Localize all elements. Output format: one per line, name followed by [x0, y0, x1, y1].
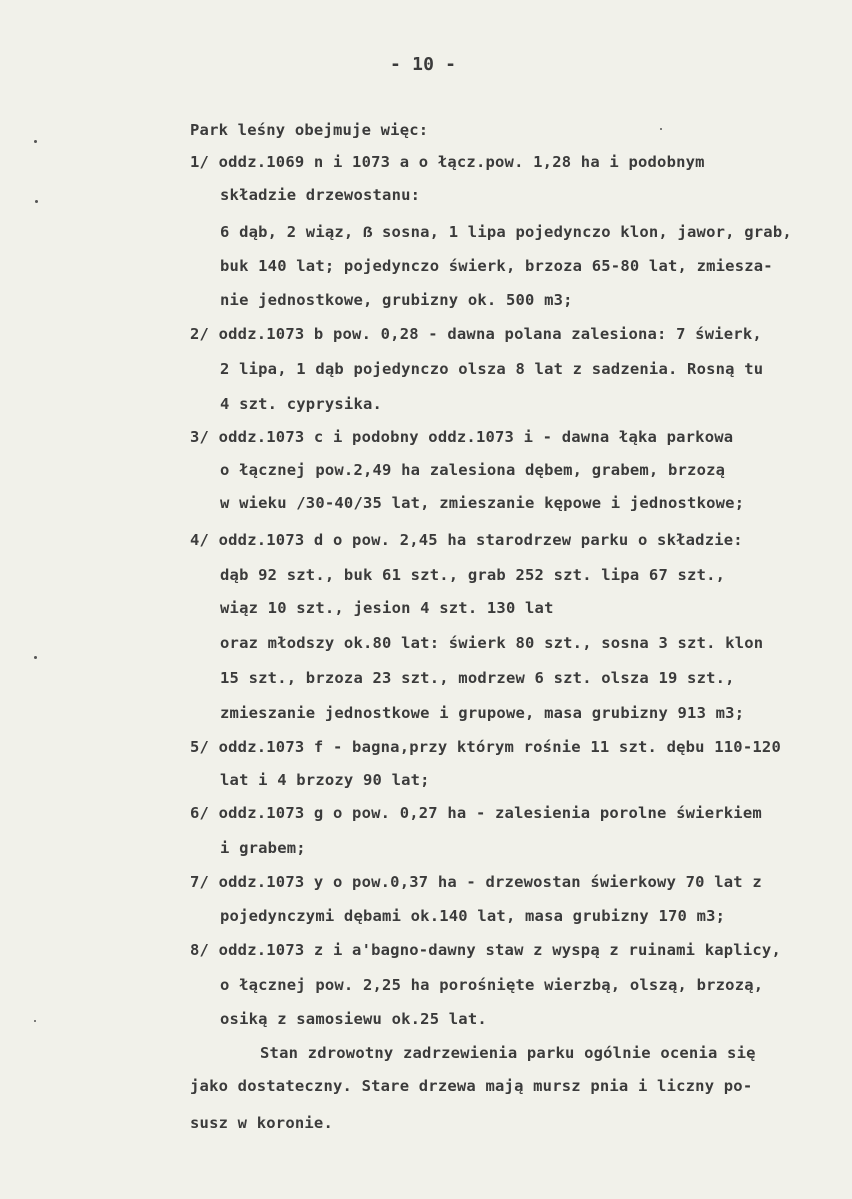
scan-speck: [35, 200, 38, 203]
closing-line-1: Stan zdrowotny zadrzewienia parku ogólnie ocenia się: [260, 1044, 756, 1062]
item-5-line-1: 5/ oddz.1073 f - bagna,przy którym rośnie 11 szt. dębu 110-120: [190, 738, 781, 756]
intro-line: Park leśny obejmuje więc:: [190, 121, 429, 139]
item-4-line-3: wiąz 10 szt., jesion 4 szt. 130 lat: [220, 599, 554, 617]
item-3-line-2: o łącznej pow.2,49 ha zalesiona dębem, grabem, brzozą: [220, 461, 726, 479]
scan-speck: [34, 1020, 36, 1022]
item-4-line-6: zmieszanie jednostkowe i grupowe, masa grubizny 913 m3;: [220, 704, 745, 722]
item-3-line-1: 3/ oddz.1073 c i podobny oddz.1073 i - dawna łąka parkowa: [190, 428, 734, 446]
item-4-line-1: 4/ oddz.1073 d o pow. 2,45 ha starodrzew parku o składzie:: [190, 531, 743, 549]
item-4-line-2: dąb 92 szt., buk 61 szt., grab 252 szt. lipa 67 szt.,: [220, 566, 726, 584]
item-3-line-3: w wieku /30-40/35 lat, zmieszanie kępowe i jednostkowe;: [220, 494, 745, 512]
item-8-line-2: o łącznej pow. 2,25 ha porośnięte wierzbą, olszą, brzozą,: [220, 976, 764, 994]
item-7-line-2: pojedynczymi dębami ok.140 lat, masa grubizny 170 m3;: [220, 907, 726, 925]
item-8-line-1: 8/ oddz.1073 z i a'bagno-dawny staw z wyspą z ruinami kaplicy,: [190, 941, 781, 959]
scan-speck: [34, 140, 37, 143]
item-1-line-5: nie jednostkowe, grubizny ok. 500 m3;: [220, 291, 573, 309]
item-6-line-1: 6/ oddz.1073 g o pow. 0,27 ha - zalesienia porolne świerkiem: [190, 804, 762, 822]
scan-speck: [34, 656, 37, 659]
item-1-line-4: buk 140 lat; pojedynczo świerk, brzoza 65-80 lat, zmiesza-: [220, 257, 773, 275]
item-2-line-3: 4 szt. cyprysika.: [220, 395, 383, 413]
item-1-line-1: 1/ oddz.1069 n i 1073 a o łącz.pow. 1,28 ha i podobnym: [190, 153, 705, 171]
item-7-line-1: 7/ oddz.1073 y o pow.0,37 ha - drzewostan świerkowy 70 lat z: [190, 873, 762, 891]
item-6-line-2: i grabem;: [220, 839, 306, 857]
scan-speck: [660, 128, 662, 130]
closing-line-2: jako dostateczny. Stare drzewa mają mursz pnia i liczny po-: [190, 1077, 753, 1095]
item-2-line-2: 2 lipa, 1 dąb pojedynczo olsza 8 lat z sadzenia. Rosną tu: [220, 360, 764, 378]
item-1-line-2: składzie drzewostanu:: [220, 186, 421, 204]
item-5-line-2: lat i 4 brzozy 90 lat;: [220, 771, 430, 789]
item-1-line-3: 6 dąb, 2 wiąz, ẞ sosna, 1 lipa pojedynczo klon, jawor, grab,: [220, 223, 792, 241]
closing-line-3: susz w koronie.: [190, 1114, 333, 1132]
page-number: - 10 -: [390, 54, 457, 75]
item-4-line-4: oraz młodszy ok.80 lat: świerk 80 szt., sosna 3 szt. klon: [220, 634, 764, 652]
item-2-line-1: 2/ oddz.1073 b pow. 0,28 - dawna polana zalesiona: 7 świerk,: [190, 325, 762, 343]
item-4-line-5: 15 szt., brzoza 23 szt., modrzew 6 szt. olsza 19 szt.,: [220, 669, 735, 687]
item-8-line-3: osiką z samosiewu ok.25 lat.: [220, 1010, 487, 1028]
